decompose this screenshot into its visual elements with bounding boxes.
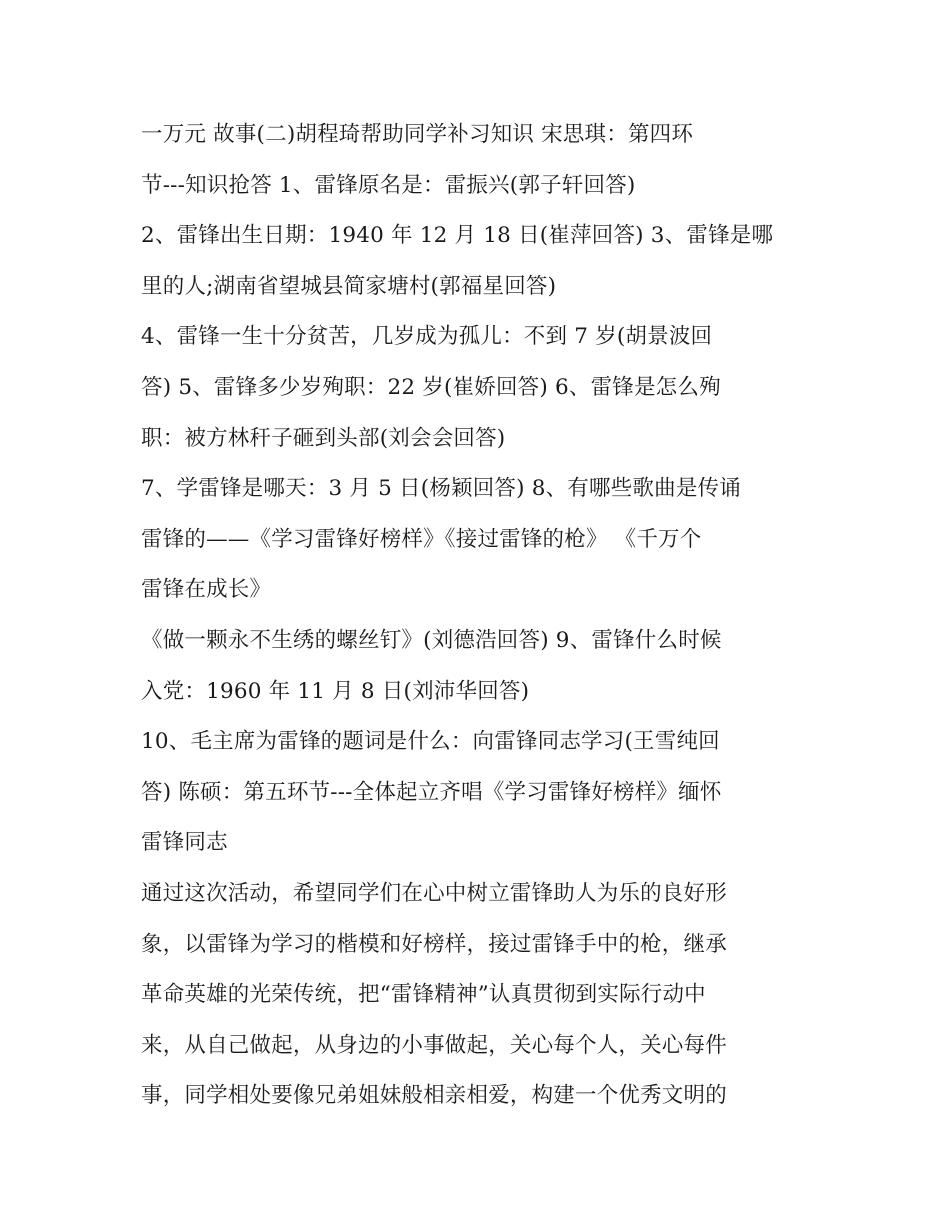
text-line: 4、雷锋一生十分贫苦，几岁成为孤儿：不到 7 岁(胡景波回 [141,324,713,350]
text-line: 答) 陈硕：第五环节---全体起立齐唱《学习雷锋好榜样》缅怀 [141,779,722,805]
text-line: 雷锋在成长》 [141,577,272,603]
text-line: 职：被方林秆子砸到头部(刘会会回答) [141,425,506,451]
text-line: 事，同学相处要像兄弟姐妹般相亲相爱，构建一个优秀文明的 [141,1083,727,1109]
text-line: 7、学雷锋是哪天：3 月 5 日(杨颖回答) 8、有哪些歌曲是传诵 [141,476,741,502]
text-line: 2、雷锋出生日期：1940 年 12 月 18 日(崔萍回答) 3、雷锋是哪 [141,223,774,249]
text-line: 里的人;湖南省望城县简家塘村(郭福星回答) [141,273,557,299]
text-line: 答) 5、雷锋多少岁殉职：22 岁(崔娇回答) 6、雷锋是怎么殉 [141,374,721,400]
text-line: 节---知识抢答 1、雷锋原名是：雷振兴(郭子轩回答) [141,172,636,198]
text-line: 通过这次活动，希望同学们在心中树立雷锋助人为乐的良好形 [141,880,727,906]
text-line: 革命英雄的光荣传统，把“雷锋精神”认真贯彻到实际行动中 [141,982,706,1008]
text-line: 雷锋的——《学习雷锋好榜样》《接过雷锋的枪》 《千万个 [141,526,702,552]
text-line: 入党：1960 年 11 月 8 日(刘沛华回答) [141,678,530,704]
document-text [141,110,821,1122]
text-line: 象，以雷锋为学习的楷模和好榜样，接过雷锋手中的枪，继承 [141,931,727,957]
text-line: 《做一颗永不生绣的螺丝钉》(刘德浩回答) 9、雷锋什么时候 [141,627,722,653]
text-line: 来，从自己做起，从身边的小事做起，关心每个人，关心每件 [141,1032,727,1058]
text-line: 10、毛主席为雷锋的题词是什么：向雷锋同志学习(王雪纯回 [141,729,720,755]
text-line: 一万元 故事(二)胡程琦帮助同学补习知识 宋思琪：第四环 [141,122,694,147]
text-line: 雷锋同志 [141,830,228,856]
